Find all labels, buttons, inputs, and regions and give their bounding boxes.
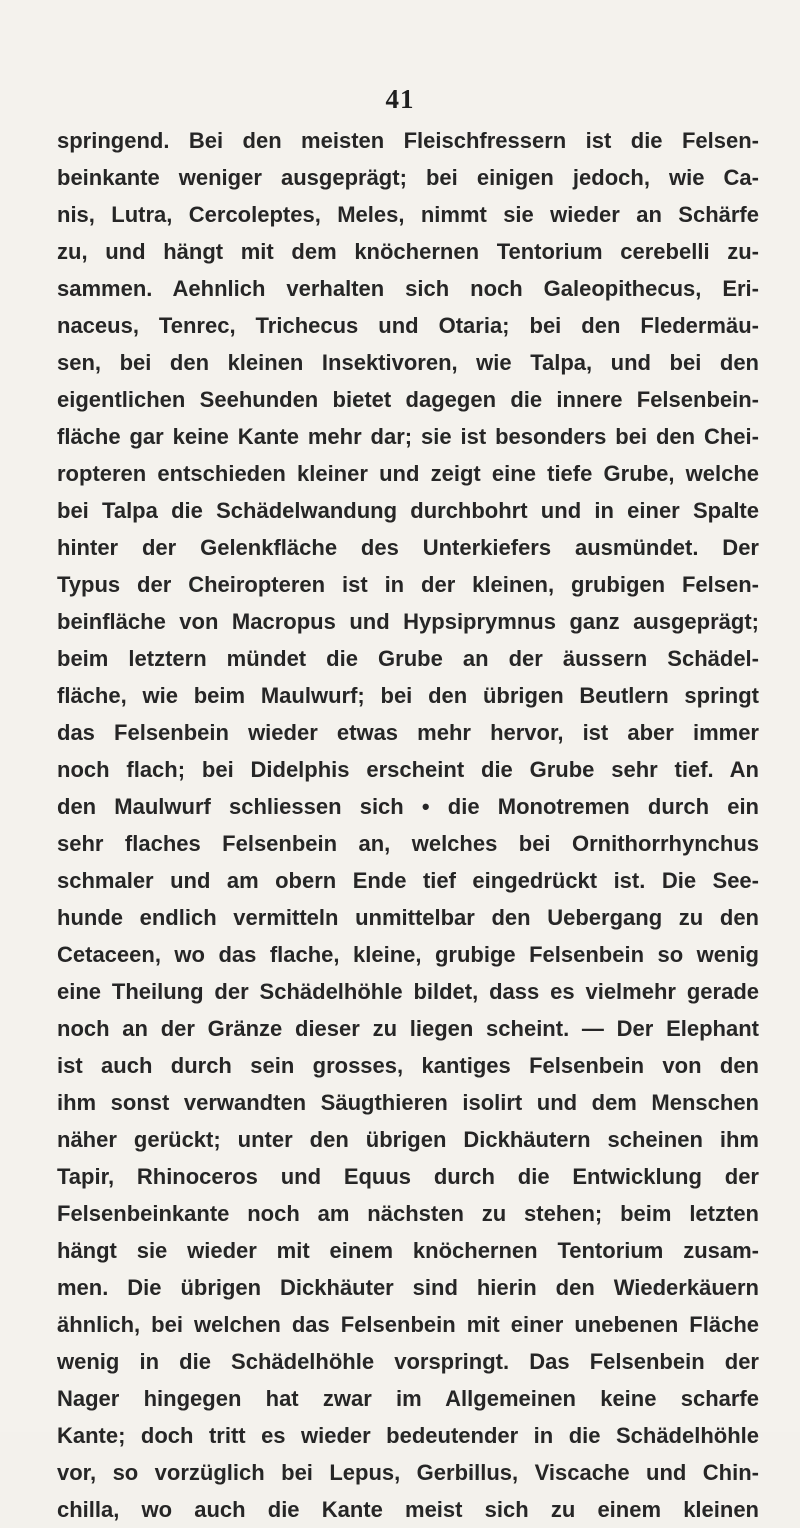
text-line: fläche gar keine Kante mehr dar; sie ist besonders bei den Chei- bbox=[57, 424, 759, 449]
text-line: sehr flaches Felsenbein an, welches bei Ornithorrhynchus bbox=[57, 831, 759, 856]
text-line: sammen. Aehnlich verhalten sich noch Galeopithecus, Eri- bbox=[57, 276, 759, 301]
text-line: Typus der Cheiropteren ist in der kleinen, grubigen Felsen- bbox=[57, 572, 759, 597]
text-line: eigentlichen Seehunden bietet dagegen die innere Felsenbein- bbox=[57, 387, 759, 412]
page-number: 41 bbox=[385, 84, 415, 114]
text-line: beinfläche von Macropus und Hypsiprymnus ganz ausgeprägt; bbox=[57, 609, 759, 634]
text-line: noch an der Gränze dieser zu liegen scheint. — Der Elephant bbox=[57, 1016, 759, 1041]
text-line: näher gerückt; unter den übrigen Dickhäutern scheinen ihm bbox=[57, 1127, 759, 1152]
text-line: hängt sie wieder mit einem knöchernen Tentorium zusam- bbox=[57, 1238, 759, 1263]
text-line: Tapir, Rhinoceros und Equus durch die Entwicklung der bbox=[57, 1164, 759, 1189]
text-line: ropteren entschieden kleiner und zeigt eine tiefe Grube, welche bbox=[57, 461, 759, 486]
text-line: bei Talpa die Schädelwandung durchbohrt und in einer Spalte bbox=[57, 498, 759, 523]
text-line: beim letztern mündet die Grube an der äussern Schädel- bbox=[57, 646, 759, 671]
text-line: das Felsenbein wieder etwas mehr hervor, ist aber immer bbox=[57, 720, 759, 745]
text-line: ihm sonst verwandten Säugthieren isolirt und dem Menschen bbox=[57, 1090, 759, 1115]
text-line: beinkante weniger ausgeprägt; bei einigen jedoch, wie Ca- bbox=[57, 165, 759, 190]
text-line: zu, und hängt mit dem knöchernen Tentorium cerebelli zu- bbox=[57, 239, 759, 264]
text-line: ähnlich, bei welchen das Felsenbein mit einer unebenen Fläche bbox=[57, 1312, 759, 1337]
text-line: hinter der Gelenkfläche des Unterkiefers ausmündet. Der bbox=[57, 535, 759, 560]
text-line: springend. Bei den meisten Fleischfressern ist die Felsen- bbox=[57, 128, 759, 153]
text-line: den Maulwurf schliessen sich • die Monotremen durch ein bbox=[57, 794, 759, 819]
text-line: Nager hingegen hat zwar im Allgemeinen keine scharfe bbox=[57, 1386, 759, 1411]
text-line: vor, so vorzüglich bei Lepus, Gerbillus, Viscache und Chin- bbox=[57, 1460, 759, 1485]
text-line: chilla, wo auch die Kante meist sich zu einem kleinen bbox=[57, 1497, 759, 1522]
text-line: sen, bei den kleinen Insektivoren, wie Talpa, und bei den bbox=[57, 350, 759, 375]
body-text bbox=[57, 122, 759, 1528]
text-line: fläche, wie beim Maulwurf; bei den übrigen Beutlern springt bbox=[57, 683, 759, 708]
text-line: Felsenbeinkante noch am nächsten zu stehen; beim letzten bbox=[57, 1201, 759, 1226]
text-line: Kante; doch tritt es wieder bedeutender in die Schädelhöhle bbox=[57, 1423, 759, 1448]
text-line: schmaler und am obern Ende tief eingedrückt ist. Die See- bbox=[57, 868, 759, 893]
text-line: Cetaceen, wo das flache, kleine, grubige Felsenbein so wenig bbox=[57, 942, 759, 967]
text-line: men. Die übrigen Dickhäuter sind hierin den Wiederkäuern bbox=[57, 1275, 759, 1300]
text-line: ist auch durch sein grosses, kantiges Felsenbein von den bbox=[57, 1053, 759, 1078]
text-line: naceus, Tenrec, Trichecus und Otaria; bei den Fledermäu- bbox=[57, 313, 759, 338]
text-line: wenig in die Schädelhöhle vorspringt. Das Felsenbein der bbox=[57, 1349, 759, 1374]
text-line: noch flach; bei Didelphis erscheint die Grube sehr tief. An bbox=[57, 757, 759, 782]
text-line: eine Theilung der Schädelhöhle bildet, dass es vielmehr gerade bbox=[57, 979, 759, 1004]
text-line: nis, Lutra, Cercoleptes, Meles, nimmt sie wieder an Schärfe bbox=[57, 202, 759, 227]
text-line: hunde endlich vermitteln unmittelbar den Uebergang zu den bbox=[57, 905, 759, 930]
